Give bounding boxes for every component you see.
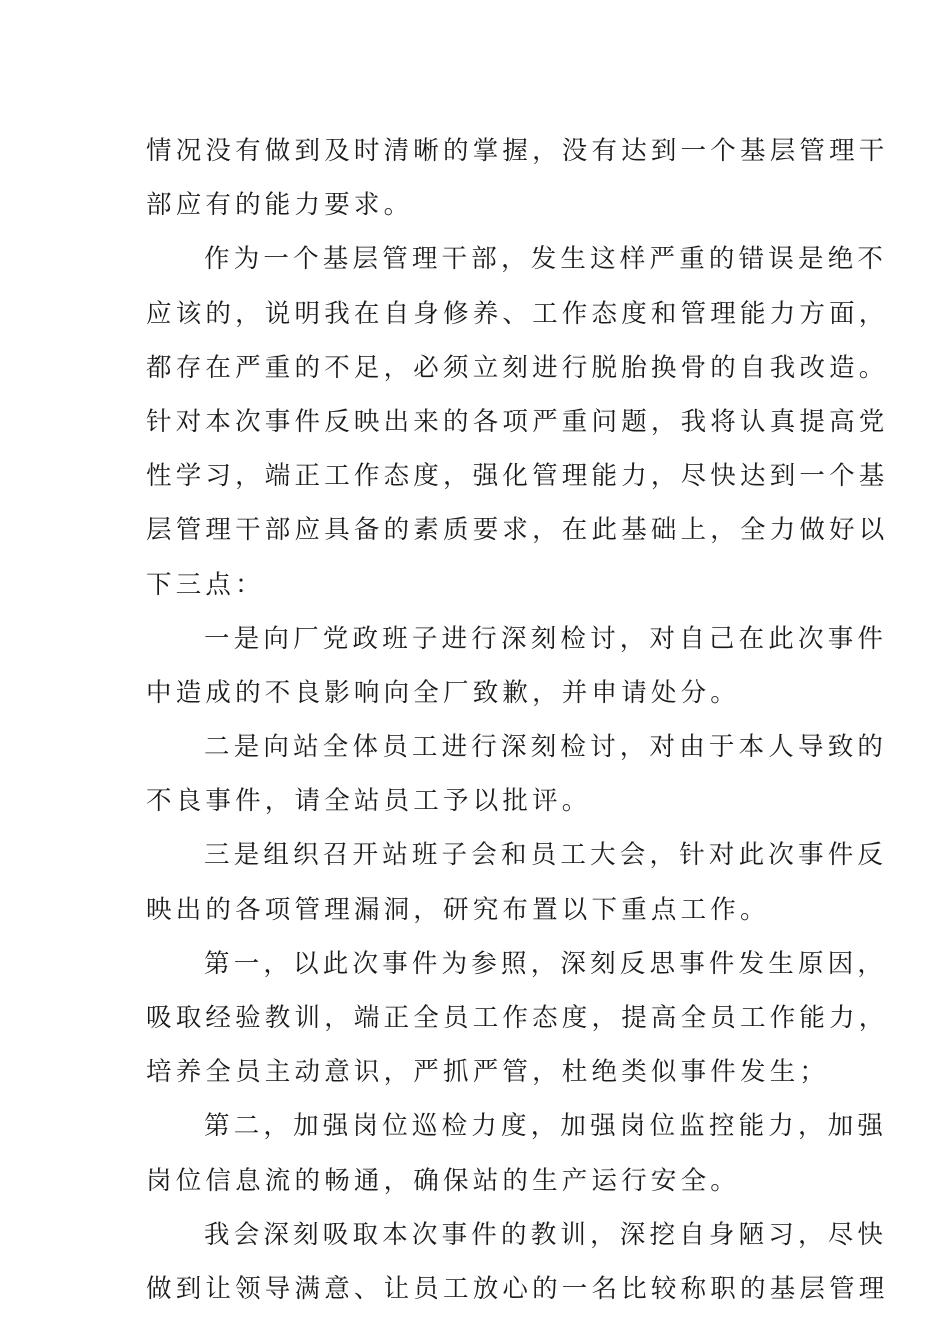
text-line: 作为一个基层管理干部，发生这样严重的错误是绝不 <box>204 244 888 275</box>
text-line: 吸取经验教训，端正全员工作态度，提高全员工作能力， <box>146 1003 889 1033</box>
text-line: 第一，以此次事件为参照，深刻反思事件发生原因， <box>204 948 888 979</box>
text-line: 培养全员主动意识，严抓严管，杜绝类似事件发生； <box>146 1057 830 1088</box>
text-line: 第二，加强岗位巡检力度，加强岗位监控能力，加强 <box>204 1111 888 1142</box>
text-line: 一是向厂党政班子进行深刻检讨，对自己在此次事件 <box>204 623 888 654</box>
text-line: 二是向站全体员工进行深刻检讨，对由于本人导致的 <box>204 732 888 763</box>
text-line: 我会深刻吸取本次事件的教训，深挖自身陋习，尽快 <box>204 1219 888 1250</box>
text-line: 做到让领导满意、让员工放心的一名比较称职的基层管理 <box>146 1273 889 1304</box>
text-line: 应该的，说明我在自身修养、工作态度和管理能力方面， <box>146 298 889 329</box>
text-line: 针对本次事件反映出来的各项严重问题，我将认真提高党 <box>146 406 889 437</box>
text-line: 部应有的能力要求。 <box>146 190 414 221</box>
text-line: 都存在严重的不足，必须立刻进行脱胎换骨的自我改造。 <box>146 352 889 383</box>
text-line: 岗位信息流的畅通，确保站的生产运行安全。 <box>146 1165 741 1196</box>
document-body <box>146 124 889 1316</box>
text-line: 三是组织召开站班子会和员工大会，针对此次事件反 <box>204 840 888 871</box>
text-line: 下三点： <box>146 569 265 600</box>
text-line: 中造成的不良影响向全厂致歉，并申请处分。 <box>146 677 741 708</box>
text-line: 情况没有做到及时清晰的掌握，没有达到一个基层管理干 <box>146 136 889 166</box>
text-line: 不良事件，请全站员工予以批评。 <box>146 786 592 817</box>
text-line: 映出的各项管理漏洞，研究布置以下重点工作。 <box>146 894 770 925</box>
text-line: 性学习，端正工作态度，强化管理能力，尽快达到一个基 <box>146 461 889 492</box>
text-line: 层管理干部应具备的素质要求，在此基础上，全力做好以 <box>146 515 889 546</box>
